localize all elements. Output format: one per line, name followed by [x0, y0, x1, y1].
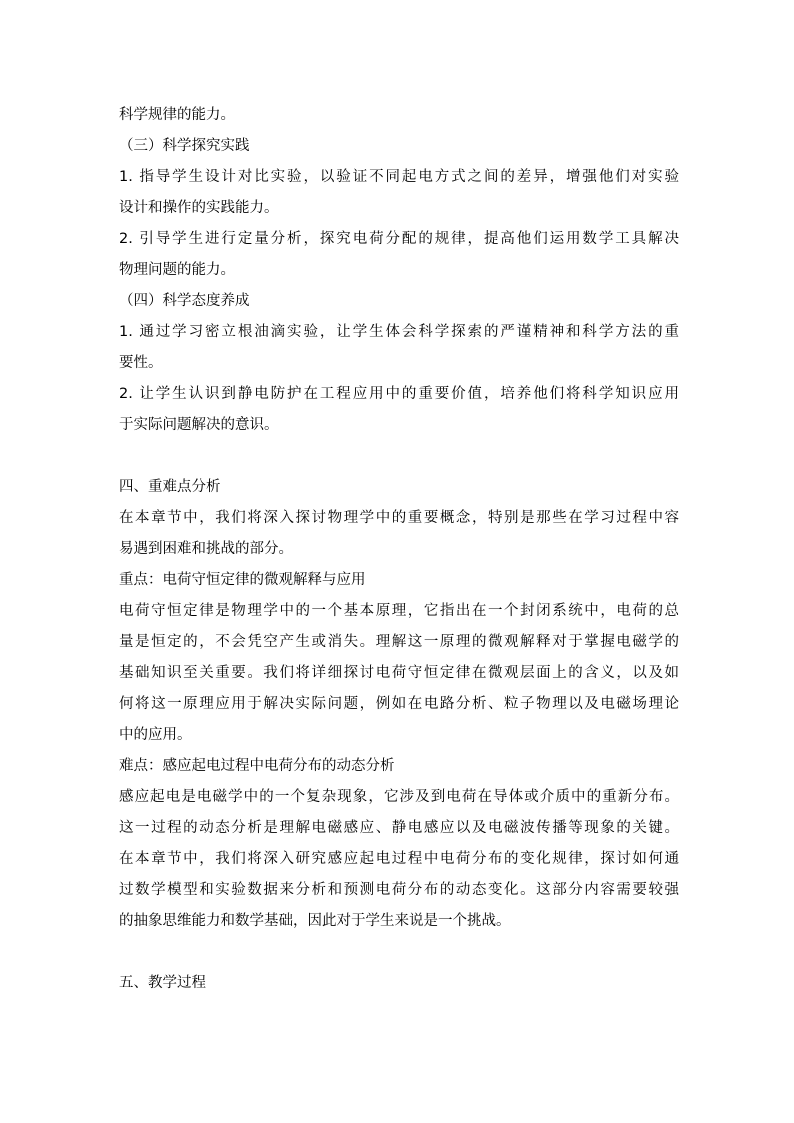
text-line: 科学规律的能力。 — [119, 107, 235, 123]
text-line: 何将这一原理应用于解决实际问题，例如在电路分析、粒子物理以及电磁场理论 — [119, 696, 679, 712]
text-line: 电荷守恒定律是物理学中的一个基本原理，它指出在一个封闭系统中，电荷的总 — [119, 603, 679, 619]
text-line: 在本章节中，我们将深入研究感应起电过程中电荷分布的变化规律，探讨如何通 — [119, 851, 679, 867]
document-body — [119, 100, 679, 999]
text-line: 量是恒定的，不会凭空产生或消失。理解这一原理的微观解释对于掌握电磁学的 — [119, 634, 679, 650]
text-line: 2. 引导学生进行定量分析，探究电荷分配的规律，提高他们运用数学工具解决 — [119, 231, 679, 247]
text-line: 物理问题的能力。 — [119, 262, 235, 278]
text-line: 感应起电是电磁学中的一个复杂现象，它涉及到电荷在导体或介质中的重新分布。 — [119, 789, 679, 805]
text-line: 难点：感应起电过程中电荷分布的动态分析 — [119, 758, 395, 774]
text-line: 要性。 — [119, 355, 163, 371]
text-line: 2. 让学生认识到静电防护在工程应用中的重要价值，培养他们将科学知识应用 — [119, 386, 679, 402]
text-line: 基础知识至关重要。我们将详细探讨电荷守恒定律在微观层面上的含义，以及如 — [119, 665, 679, 681]
text-line: （四）科学态度养成 — [119, 293, 250, 309]
text-line: 过数学模型和实验数据来分析和预测电荷分布的动态变化。这部分内容需要较强 — [119, 882, 679, 898]
text-line: 1. 通过学习密立根油滴实验，让学生体会科学探索的严谨精神和科学方法的重 — [119, 324, 679, 340]
text-line: 重点：电荷守恒定律的微观解释与应用 — [119, 572, 366, 588]
text-line: 四、重难点分析 — [119, 479, 221, 495]
text-line: 1. 指导学生设计对比实验，以验证不同起电方式之间的差异，增强他们对实验 — [119, 169, 679, 185]
text-line: 五、教学过程 — [119, 975, 206, 991]
text-line: 易遇到困难和挑战的部分。 — [119, 541, 293, 557]
text-line: 的抽象思维能力和数学基础，因此对于学生来说是一个挑战。 — [119, 913, 511, 929]
blank-line — [119, 441, 679, 472]
text-line: 中的应用。 — [119, 727, 192, 743]
text-line: 于实际问题解决的意识。 — [119, 417, 279, 433]
text-line: 在本章节中，我们将深入探讨物理学中的重要概念，特别是那些在学习过程中容 — [119, 510, 679, 526]
text-line: 这一过程的动态分析是理解电磁感应、静电感应以及电磁波传播等现象的关键。 — [119, 820, 679, 836]
text-line: （三）科学探究实践 — [119, 138, 250, 154]
text-line: 设计和操作的实践能力。 — [119, 200, 279, 216]
blank-line — [119, 937, 679, 968]
